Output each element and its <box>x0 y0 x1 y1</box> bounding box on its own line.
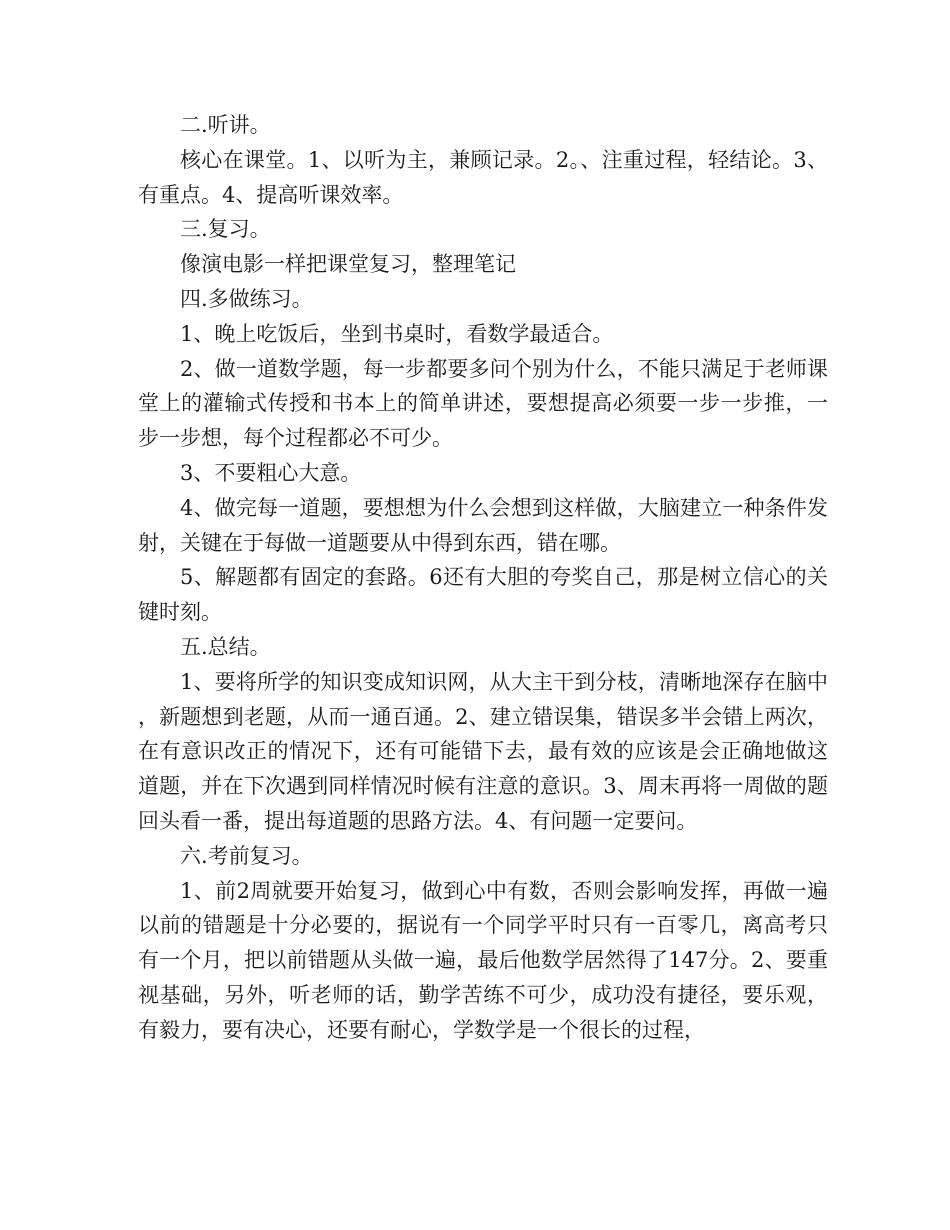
paragraph-summary: 1、要将所学的知识变成知识网，从大主干到分枝，清晰地深存在脑中，新题想到老题，从而一通百通。2、建立错误集，错误多半会错上两次，在有意识改正的情况下，还有可能错下去，最有效的应该是会正确地做这道题，并在下次遇到同样情况时候有注意的意识。3、周末再将一周做的题回头看一番，提出每道题的思路方法。4、有问题一定要问。 <box>138 669 828 833</box>
section-heading-listening: 二.听讲。 <box>180 113 271 137</box>
section-heading-practice: 四.多做练习。 <box>180 286 313 311</box>
paragraph-practice-2: 2、做一道数学题，每一步都要多问个别为什么，不能只满足于老师课堂上的灌输式传授和书本上的简单讲述，要想提高必须要一步一步推，一步一步想，每个过程都必不可少。 <box>138 356 828 451</box>
paragraph-practice-1: 1、晚上吃饭后，坐到书桌时，看数学最适合。 <box>180 321 614 346</box>
paragraph-practice-5: 5、解题都有固定的套路。6还有大胆的夸奖自己，那是树立信心的关键时刻。 <box>138 565 828 625</box>
paragraph-practice-3: 3、不要粗心大意。 <box>180 460 362 485</box>
paragraph-review: 像演电影一样把课堂复习，整理笔记 <box>180 252 516 277</box>
section-heading-summary: 五.总结。 <box>180 634 271 659</box>
section-heading-review: 三.复习。 <box>180 217 271 242</box>
paragraph-exam-review: 1、前2周就要开始复习，做到心中有数，否则会影响发挥，再做一遍以前的错题是十分必要的，据说有一个同学平时只有一百零几，离高考只有一个月，把以前错题从头做一遍，最后他数学居然得了147分。2、要重视基础，另外，听老师的话，勤学苦练不可少，成功没有捷径，要乐观，有毅力，要有决心，还要有耐心，学数学是一个很长的过程， <box>138 878 828 1042</box>
section-heading-exam-review: 六.考前复习。 <box>180 843 313 868</box>
document-body <box>138 108 828 1048</box>
paragraph-listening: 核心在课堂。1、以听为主，兼顾记录。2。、注重过程，轻结论。3、有重点。4、提高听课效率。 <box>138 147 828 207</box>
paragraph-practice-4: 4、做完每一道题，要想想为什么会想到这样做，大脑建立一种条件发射，关键在于每做一道题要从中得到东西，错在哪。 <box>138 495 828 555</box>
